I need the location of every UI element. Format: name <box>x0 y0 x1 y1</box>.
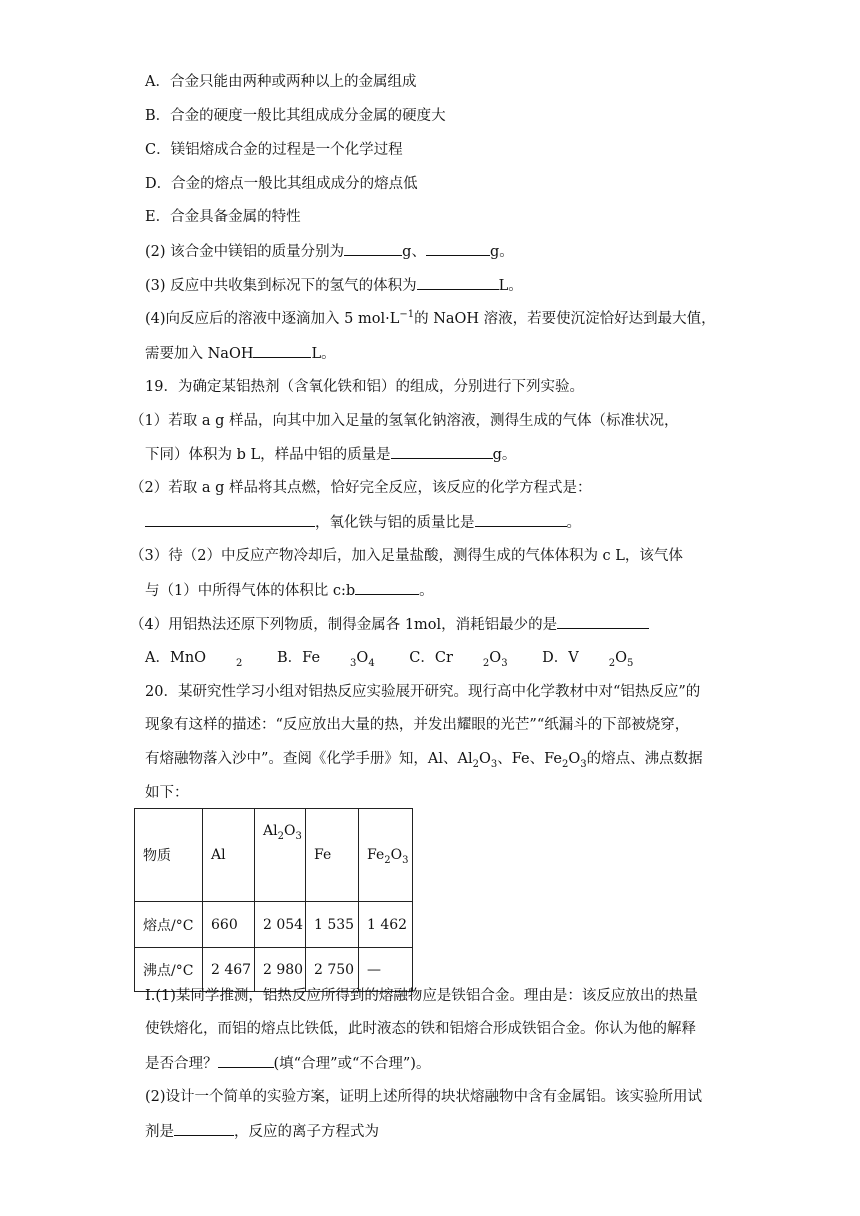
q19-part3-line1: （3）待（2）中反应产物冷却后，加入足量盐酸，测得生成的气体体积为 c L，该气体 <box>130 548 683 564</box>
table-cell: 2 750 <box>306 948 359 992</box>
q18-part4-line2: 需要加入 NaOH L。 <box>145 343 336 364</box>
table-cell: 1 462 <box>359 902 413 948</box>
q19-part1-line1: （1）若取 a g 样品，向其中加入足量的氢氧化钠溶液，测得生成的气体（标准状况， <box>130 413 679 429</box>
table-cell: 660 <box>203 902 255 948</box>
table-cell: 沸点/°C <box>135 948 203 992</box>
q19-stem: 19．为确定某铝热剂（含氧化铁和铝）的组成，分别进行下列实验。 <box>145 379 584 395</box>
q20-i-line1: I.(1)某同学推测，铝热反应所得到的熔融物应是铁铝合金。理由是：该反应放出的热量 <box>145 988 698 1004</box>
table-cell: — <box>359 948 413 992</box>
q18-option-d: D．合金的熔点一般比其组成成分的熔点低 <box>145 176 418 192</box>
table-cell: Al <box>203 809 255 902</box>
table-header-row <box>135 809 413 902</box>
option-d: D．V $_2O_5$ <box>542 650 634 669</box>
table-cell: 2 980 <box>255 948 306 992</box>
table-cell: $Fe_2O_3$ <box>359 809 413 902</box>
answer-blank <box>174 1121 234 1136</box>
table-cell: Fe <box>306 809 359 902</box>
option-a: A．MnO $_2$ <box>145 650 243 669</box>
table-cell: 物质 <box>135 809 203 902</box>
option-c: C．Cr $_2O_3$ <box>409 650 508 669</box>
q20-i-line2: 使铁熔化，而铝的熔点比铁低，此时液态的铁和铝熔合形成铁铝合金。你认为他的解释 <box>145 1021 696 1037</box>
answer-blank <box>355 580 419 595</box>
answer-blank <box>391 444 493 459</box>
table-row <box>135 948 413 992</box>
table-row <box>135 902 413 948</box>
q19-part2-line2: ，氧化铁与铝的质量比是 。 <box>145 512 581 533</box>
table-cell: 2 054 <box>255 902 306 948</box>
q18-option-b: B．合金的硬度一般比其组成成分金属的硬度大 <box>145 108 446 124</box>
q19-part2-line1: （2）若取 a g 样品将其点燃，恰好完全反应，该反应的化学方程式是： <box>130 480 592 496</box>
answer-blank <box>557 614 649 629</box>
answer-blank <box>218 1053 274 1068</box>
q18-option-a: A．合金只能由两种或两种以上的金属组成 <box>145 74 417 90</box>
q20-line3: 有熔融物落入沙中”。查阅《化学手册》知，Al、$Al_2O_3$、Fe、$Fe_2O_3$的熔点、沸点数据 <box>145 751 703 770</box>
table-cell: 1 535 <box>306 902 359 948</box>
option-b: B．Fe $_3O_4$ <box>277 650 375 669</box>
q19-part3-line2: 与（1）中所得气体的体积比 c:b 。 <box>145 580 434 601</box>
q18-option-e: E．合金具备金属的特性 <box>145 209 301 225</box>
q20-i-line3: 是否合理？ (填“合理”或“不合理”)。 <box>145 1053 430 1074</box>
answer-blank <box>417 275 499 290</box>
q20-i-line4: (2)设计一个简单的实验方案，证明上述所得的块状熔融物中含有金属铝。该实验所用试 <box>145 1089 703 1105</box>
q20-i-line5: 剂是 ，反应的离子方程式为 <box>145 1121 379 1142</box>
table-cell: 熔点/°C <box>135 902 203 948</box>
answer-blank <box>426 241 490 256</box>
q20-line4: 如下： <box>145 785 189 801</box>
q18-part3: (3) 反应中共收集到标况下的氢气的体积为 L。 <box>145 275 523 296</box>
q19-part4: （4）用铝热法还原下列物质，制得金属各 1mol，消耗铝最少的是 <box>130 614 649 635</box>
table-cell: 2 467 <box>203 948 255 992</box>
answer-blank <box>475 512 567 527</box>
q18-option-c: C．镁铝熔成合金的过程是一个化学过程 <box>145 142 403 158</box>
properties-table <box>134 808 413 992</box>
answer-blank <box>145 512 315 527</box>
q19-part1-line2: 下同）体积为 b L，样品中铝的质量是 g。 <box>145 444 516 465</box>
answer-blank <box>253 343 311 358</box>
q18-part2: (2) 该合金中镁铝的质量分别为 g、 g。 <box>145 241 514 262</box>
q20-line1: 20．某研究性学习小组对铝热反应实验展开研究。现行高中化学教材中对“铝热反应”的 <box>145 684 701 700</box>
answer-blank <box>344 241 402 256</box>
table-cell: $Al_2O_3$ <box>255 809 306 902</box>
q18-part4-line1: (4)向反应后的溶液中逐滴加入 5 $mol\cdot L^{-1}$的 NaOH 溶液，若要使沉淀恰好达到最大值， <box>145 309 716 327</box>
q19-part4-options <box>145 648 663 668</box>
q20-line2: 现象有这样的描述：“反应放出大量的热，并发出耀眼的光芒”“纸漏斗的下部被烧穿， <box>145 717 690 733</box>
